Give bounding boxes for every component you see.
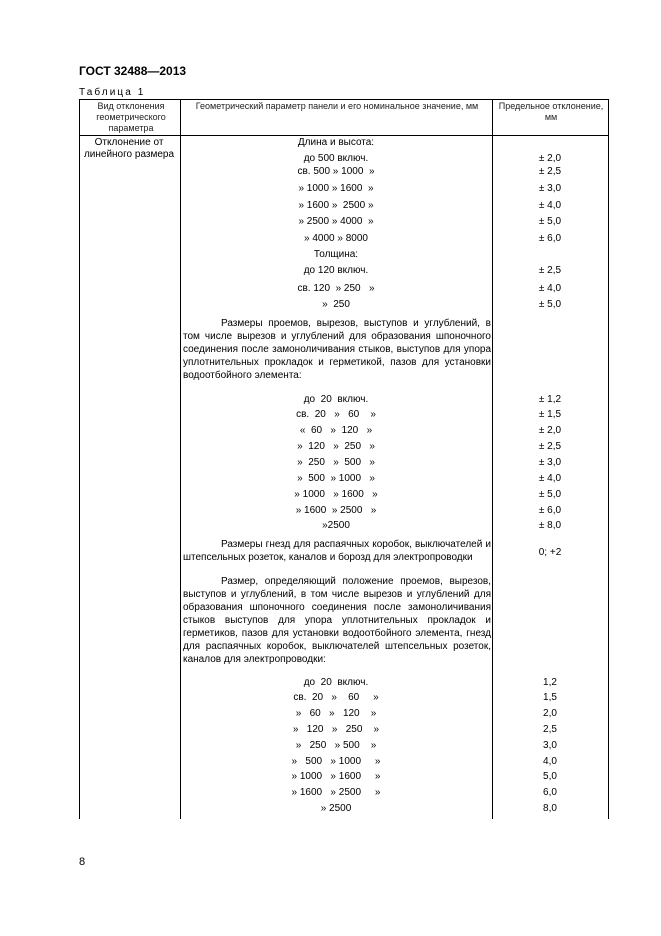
group-title-length: Длина и высота:	[297, 137, 375, 148]
table-row-param: » 1600 » 2500 »	[298, 200, 374, 211]
group-title-position	[183, 575, 491, 666]
tolerance-table	[79, 99, 608, 819]
table-row-param: до 20 включ.	[303, 394, 369, 405]
table-row-param: » 1000 » 1600 »	[294, 489, 378, 500]
table-row-value: ± 6,0	[538, 233, 562, 244]
table-row-value: ± 5,0	[538, 489, 562, 500]
table-row-value: 5,0	[543, 771, 557, 782]
table-row-value: ± 3,0	[538, 457, 562, 468]
table-row-param: до 120 включ.	[303, 265, 369, 276]
table-row-value: ± 4,0	[538, 200, 562, 211]
table-row-value: ± 1,5	[538, 409, 562, 420]
table-row-value: 1,2	[543, 677, 557, 688]
table-row-value: 2,5	[543, 724, 557, 735]
table-row-param: » 250 » 500 »	[295, 740, 377, 751]
table-row-param: » 1600 » 2500 »	[295, 505, 377, 516]
table-row-param: св. 20 » 60 »	[293, 692, 379, 703]
table-left-border	[79, 99, 80, 819]
table-row-value: 4,0	[543, 756, 557, 767]
table-row-value: ± 4,0	[538, 473, 562, 484]
standard-id: ГОСТ 32488—2013	[79, 64, 187, 78]
table-row-param: « 60 » 120 »	[299, 425, 373, 436]
table-row-value: ± 5,0	[538, 216, 562, 227]
table-row-param: » 2500	[320, 803, 352, 814]
group-title-openings	[183, 317, 491, 382]
table-row-param: » 120 » 250 »	[297, 441, 375, 452]
group-title-sockets	[183, 538, 491, 564]
table-row-value: ± 2,0	[538, 153, 562, 164]
table-row-param: до 20 включ.	[303, 677, 369, 688]
table-row-value: 2,0	[543, 708, 557, 719]
column-divider-1	[180, 99, 181, 819]
table-right-border	[608, 99, 609, 819]
column-divider-2	[492, 99, 493, 819]
table-row-value: 1,5	[543, 692, 557, 703]
table-row-value: 8,0	[543, 803, 557, 814]
table-row-param: » 60 » 120 »	[295, 708, 377, 719]
table-row-value: ± 5,0	[538, 299, 562, 310]
table-row-value: ± 2,5	[538, 265, 562, 276]
table-row-param: » 1600 » 2500 »	[291, 787, 381, 798]
table-top-border	[79, 99, 608, 100]
header-param: Геометрический параметр панели и его номинальное значение, мм	[195, 101, 479, 111]
table-row-value: ± 1,2	[538, 394, 562, 405]
header-kind: Вид отклонения геометрического параметра	[96, 101, 166, 133]
deviation-kind: Отклонение от линейного размера	[83, 137, 175, 160]
table-row-value: ± 4,0	[538, 283, 562, 294]
table-row-param: св. 500 » 1000 »	[297, 166, 375, 177]
table-row-param: » 1000 » 1600 »	[291, 771, 381, 782]
header-tolerance: Предельное отклонение, мм	[498, 101, 604, 122]
table-caption: Таблица 1	[79, 87, 146, 98]
table-row-value: ± 3,0	[538, 183, 562, 194]
group-title-thickness: Толщина:	[313, 249, 359, 260]
table-row-value: 0; +2	[538, 547, 562, 558]
table-row-value: 6,0	[543, 787, 557, 798]
table-row-param: до 500 включ.	[303, 153, 369, 164]
page-number: 8	[79, 856, 86, 868]
table-row-value: ± 2,5	[538, 166, 562, 177]
table-row-param: » 2500 » 4000 »	[298, 216, 374, 227]
table-row-param: » 500 » 1000 »	[297, 473, 375, 484]
group-title-sockets-text: Размеры гнезд для распаячных коробок, выключателей и штепсельных розеток, каналов и борозд для электропроводки	[183, 539, 491, 563]
table-row-param: св. 20 » 60 »	[296, 409, 376, 420]
group-title-position-text: Размер, определяющий положение проемов, вырезов, выступов и углублений, в том числе вырезов и углублений для образования шпоночного соединения после замоноличивания стыков выступов для упора уплотнительных прокладок и герметиков, пазов для установки водоотбойного элемента, гнезд для распаячных коробок, выключателей штепсельных розеток, каналов для электропроводки:	[183, 576, 491, 665]
table-row-param: » 500 » 1000 »	[291, 756, 381, 767]
table-row-param: » 1000 » 1600 »	[298, 183, 374, 194]
table-row-value: ± 2,0	[538, 425, 562, 436]
table-row-param: »2500	[322, 520, 350, 531]
table-row-param: » 250 » 500 »	[297, 457, 375, 468]
table-row-param: » 250	[322, 299, 350, 310]
table-row-param: » 4000 » 8000	[304, 233, 368, 244]
table-row-value: 3,0	[543, 740, 557, 751]
table-row-param: » 120 » 250 »	[292, 724, 380, 735]
table-row-value: ± 8,0	[538, 520, 562, 531]
table-row-value: ± 2,5	[538, 441, 562, 452]
group-title-openings-text: Размеры проемов, вырезов, выступов и углублений, в том числе вырезов и углублений для образования шпоночного соединения после замоноличивания стыков, выступов для упора уплотнительных прокладок и герметикой, пазов для установки водоотбойного элемента:	[183, 318, 491, 381]
table-row-value: ± 6,0	[538, 505, 562, 516]
table-row-param: св. 120 » 250 »	[297, 283, 375, 294]
